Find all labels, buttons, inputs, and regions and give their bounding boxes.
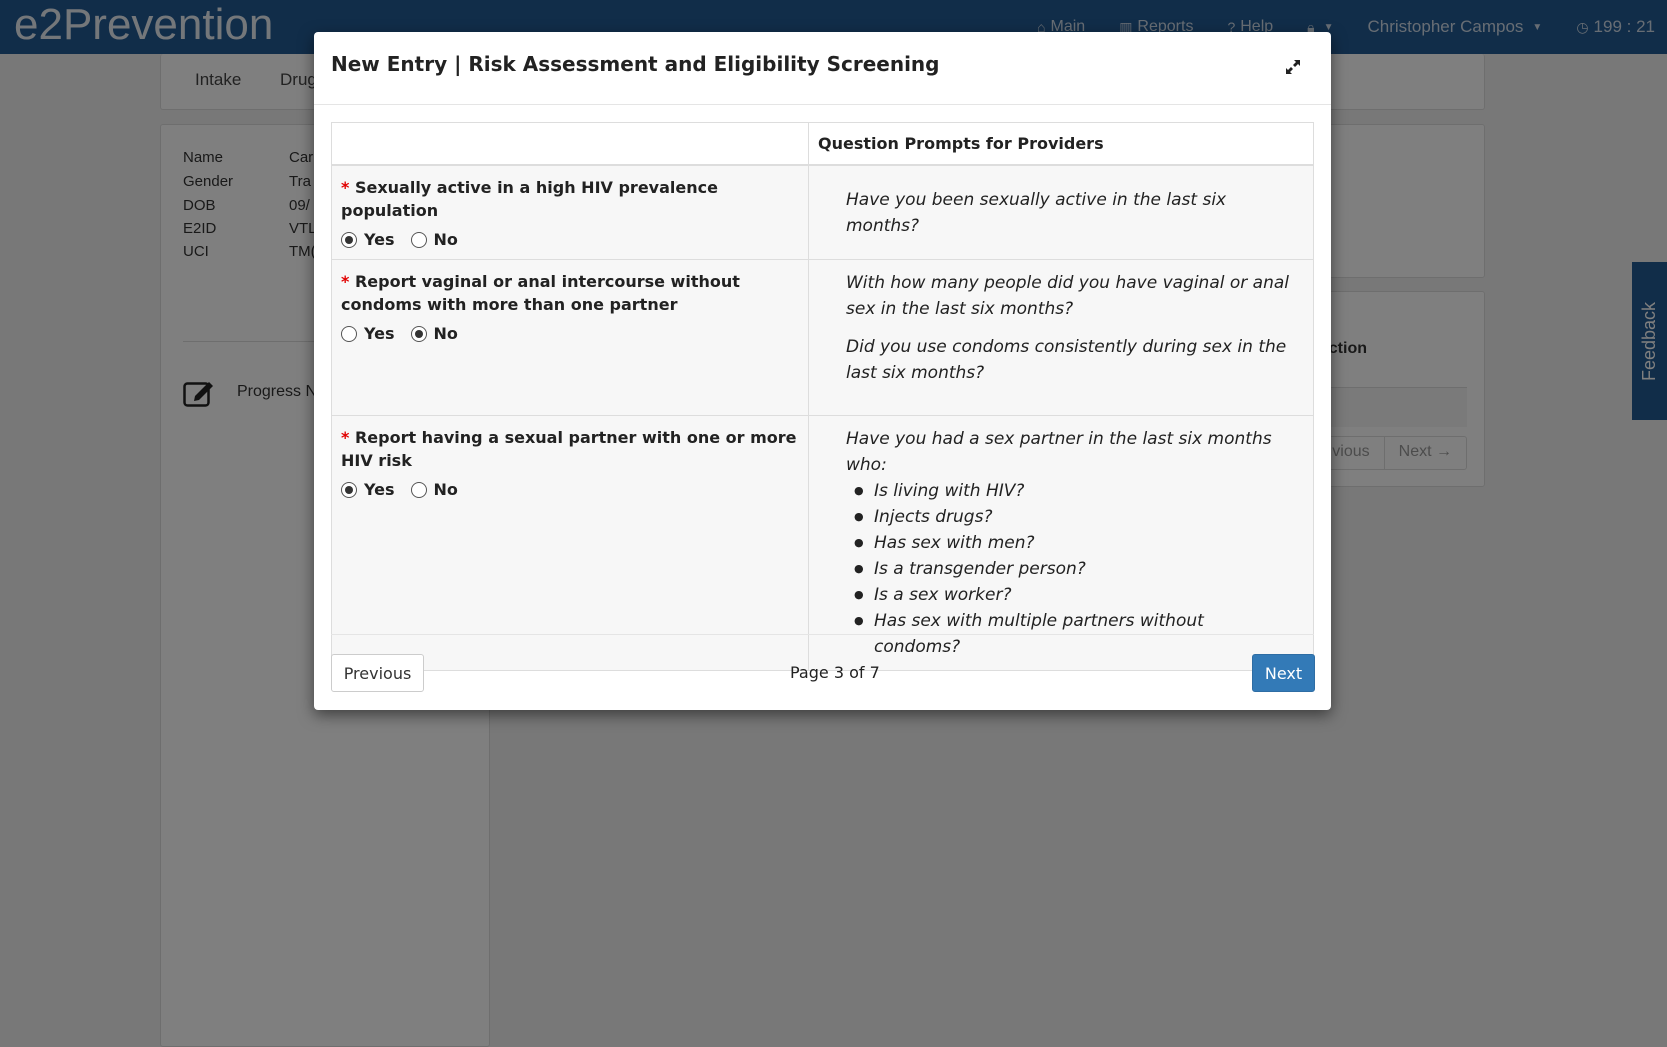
list-item: ● Is a sex worker? xyxy=(874,582,1293,608)
risk-bullet-list xyxy=(874,478,1293,660)
question-3-radio-group xyxy=(341,480,799,499)
radio-circle[interactable] xyxy=(411,482,427,498)
expand-icon[interactable] xyxy=(1283,57,1303,77)
required-marker: * xyxy=(341,272,350,291)
table-row xyxy=(332,416,1314,671)
radio-circle[interactable] xyxy=(341,482,357,498)
previous-button[interactable]: Previous xyxy=(331,654,424,692)
question-1-label: Sexually active in a high HIV prevalence population xyxy=(341,178,718,220)
radio-label: Yes xyxy=(364,324,395,343)
prompt-cell xyxy=(809,165,1314,260)
question-text xyxy=(341,176,799,222)
list-item: ● Has sex with multiple partners without condoms? xyxy=(874,608,1293,660)
question-3-label: Report having a sexual partner with one or more HIV risk xyxy=(341,428,797,470)
question-cell xyxy=(332,165,809,260)
prompts-column-header: Question Prompts for Providers xyxy=(809,123,1314,166)
radio-circle[interactable] xyxy=(411,326,427,342)
radio-label: No xyxy=(433,230,458,249)
list-item: ● Is a transgender person? xyxy=(874,556,1293,582)
table-header-row xyxy=(332,123,1314,166)
radio-label: No xyxy=(433,480,458,499)
table-row xyxy=(332,260,1314,416)
list-item: ● Is living with HIV? xyxy=(874,478,1293,504)
radio-circle[interactable] xyxy=(341,232,357,248)
question-1-radio-group xyxy=(341,230,799,249)
required-marker: * xyxy=(341,178,350,197)
question-text xyxy=(341,426,799,472)
prompt-text: Have you been sexually active in the last six months? xyxy=(846,190,1227,236)
modal-footer-divider xyxy=(331,634,1314,635)
question-column-header xyxy=(332,123,809,166)
question-text xyxy=(341,270,799,316)
next-button[interactable]: Next xyxy=(1252,654,1315,692)
questions-table xyxy=(331,122,1314,671)
modal-title: New Entry | Risk Assessment and Eligibility Screening xyxy=(331,52,940,76)
radio-label: Yes xyxy=(364,230,395,249)
radio-label: Yes xyxy=(364,480,395,499)
page-indicator: Page 3 of 7 xyxy=(790,663,880,682)
prompt-text: Did you use condoms consistently during sex in the last six months? xyxy=(846,337,1287,383)
prompt-cell xyxy=(809,416,1314,671)
question-cell xyxy=(332,260,809,416)
prompt-text: With how many people did you have vaginal or anal sex in the last six months? xyxy=(846,273,1290,319)
question-1-no-radio[interactable] xyxy=(411,230,458,249)
question-2-yes-radio[interactable] xyxy=(341,324,395,343)
modal-header xyxy=(314,32,1331,105)
list-item: ● Has sex with men? xyxy=(874,530,1293,556)
question-2-radio-group xyxy=(341,324,799,343)
question-3-yes-radio[interactable] xyxy=(341,480,395,499)
table-row xyxy=(332,165,1314,260)
risk-assessment-modal xyxy=(314,32,1331,710)
question-3-no-radio[interactable] xyxy=(411,480,458,499)
question-2-label: Report vaginal or anal intercourse without condoms with more than one partner xyxy=(341,272,740,314)
prompt-intro: Have you had a sex partner in the last six months who: xyxy=(846,429,1272,475)
list-item: ● Injects drugs? xyxy=(874,504,1293,530)
question-1-yes-radio[interactable] xyxy=(341,230,395,249)
question-2-no-radio[interactable] xyxy=(411,324,458,343)
prompt-cell xyxy=(809,260,1314,416)
radio-label: No xyxy=(433,324,458,343)
question-cell xyxy=(332,416,809,671)
radio-circle[interactable] xyxy=(411,232,427,248)
required-marker: * xyxy=(341,428,350,447)
radio-circle[interactable] xyxy=(341,326,357,342)
